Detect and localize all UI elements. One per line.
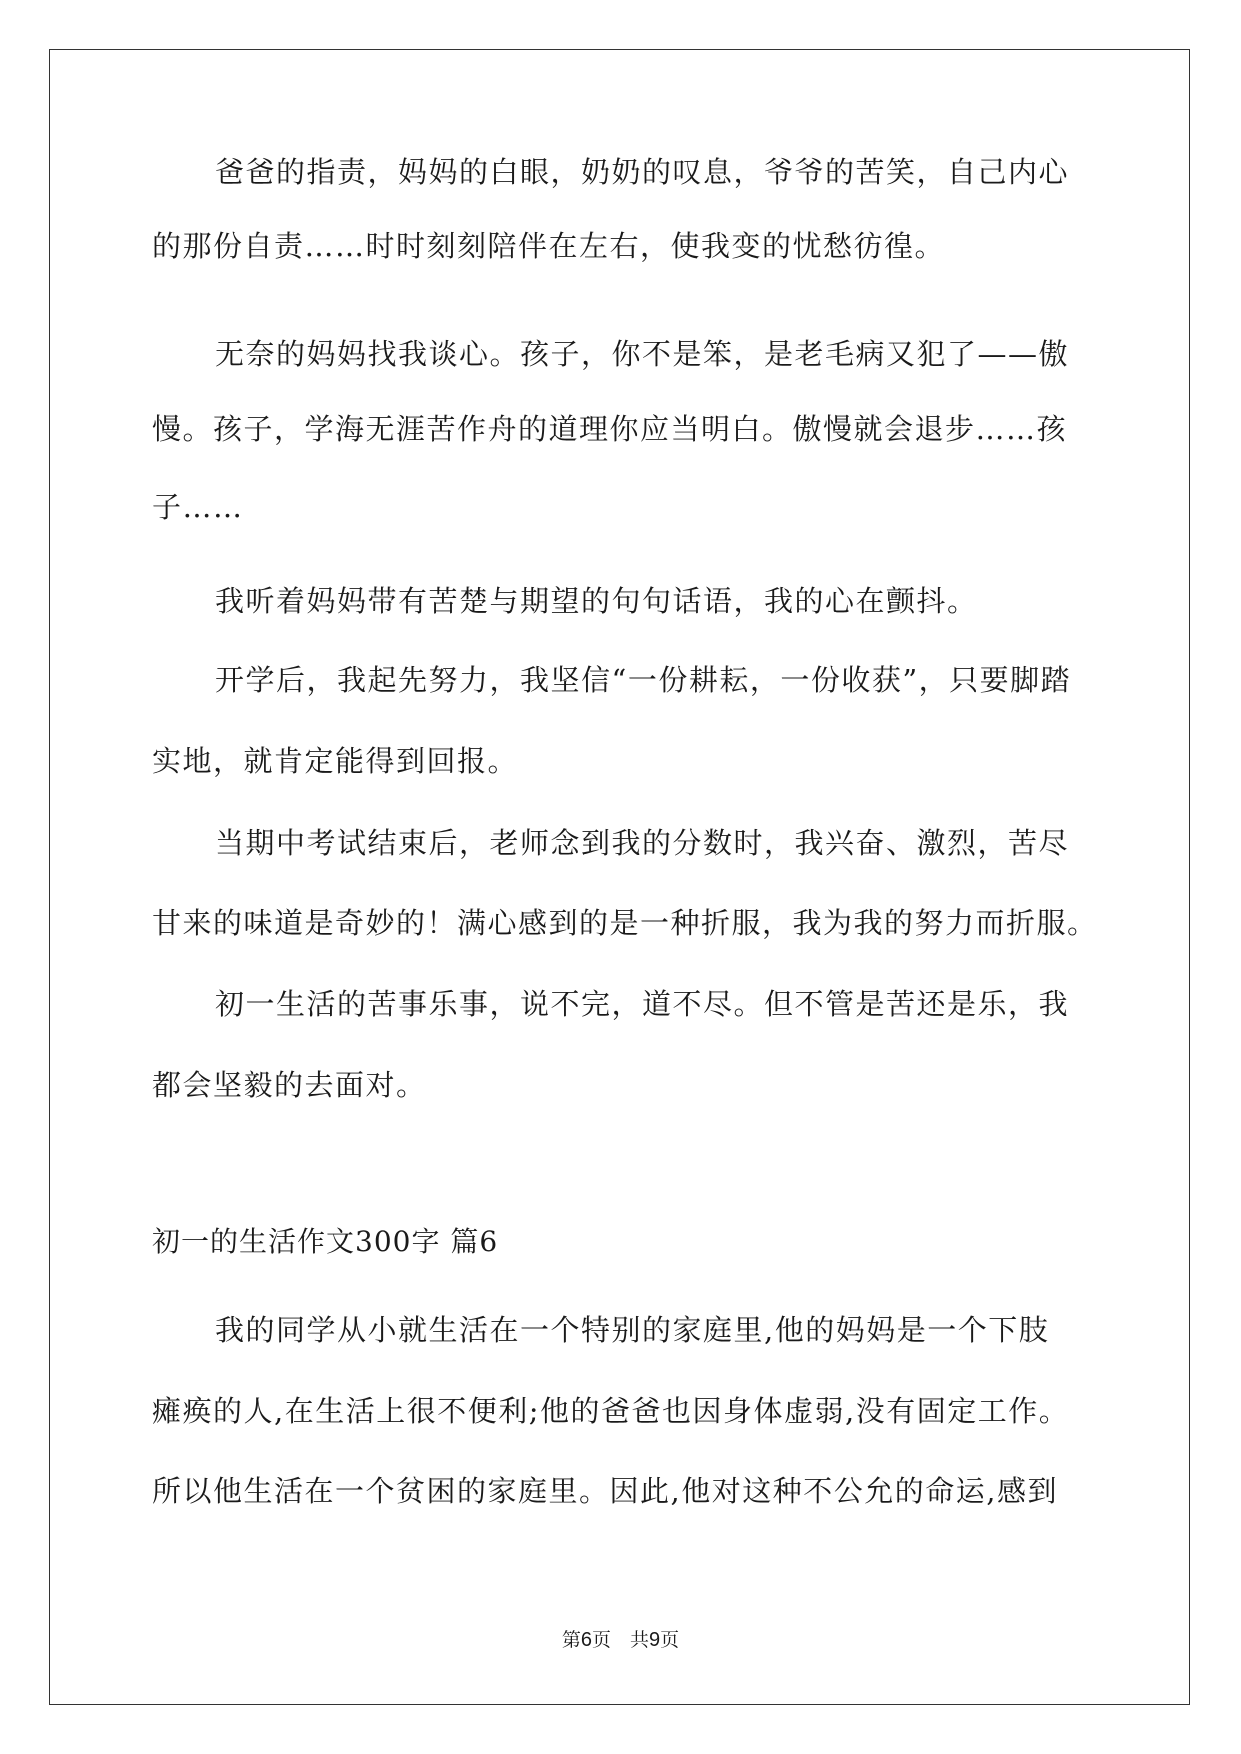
text-line: 慢。孩子，学海无涯苦作舟的道理你应当明白。傲慢就会退步……孩 — [152, 412, 1068, 446]
text-line: 无奈的妈妈找我谈心。孩子，你不是笨，是老毛病又犯了——傲 — [215, 337, 1070, 371]
text-line: 我的同学从小就生活在一个特别的家庭里,他的妈妈是一个下肢 — [215, 1313, 1050, 1347]
text-line: 所以他生活在一个贫困的家庭里。因此,他对这种不公允的命运,感到 — [152, 1474, 1058, 1508]
footer-total-pages: 9 — [649, 1629, 661, 1651]
text-line: 甘来的味道是奇妙的！满心感到的是一种折服，我为我的努力而折服。 — [152, 906, 1098, 940]
page-border — [49, 49, 1190, 1705]
text-line: 实地，就肯定能得到回报。 — [152, 744, 519, 778]
footer-middle: 页 共 — [591, 1629, 649, 1651]
text-line: 爸爸的指责，妈妈的白眼，奶奶的叹息，爷爷的苦笑，自己内心 — [215, 155, 1070, 189]
text-line: 子…… — [152, 490, 244, 524]
text-line: 都会坚毅的去面对。 — [152, 1068, 427, 1102]
footer-page-number: 6 — [580, 1629, 592, 1651]
section-heading: 初一的生活作文300字 篇6 — [152, 1225, 499, 1258]
text-line: 的那份自责……时时刻刻陪伴在左右，使我变的忧愁彷徨。 — [152, 229, 946, 263]
footer-suffix: 页 — [660, 1629, 680, 1651]
text-line: 瘫痪的人,在生活上很不便利;他的爸爸也因身体虚弱,没有固定工作。 — [152, 1394, 1070, 1428]
page-footer — [0, 1629, 1241, 1651]
text-line: 当期中考试结束后，老师念到我的分数时，我兴奋、激烈，苦尽 — [215, 826, 1070, 860]
text-line: 初一生活的苦事乐事，说不完，道不尽。但不管是苦还是乐，我 — [215, 987, 1070, 1021]
text-line: 我听着妈妈带有苦楚与期望的句句话语，我的心在颤抖。 — [215, 584, 978, 618]
footer-prefix: 第 — [561, 1629, 581, 1651]
text-line: 开学后，我起先努力，我坚信“一份耕耘，一份收获”，只要脚踏 — [215, 663, 1072, 697]
